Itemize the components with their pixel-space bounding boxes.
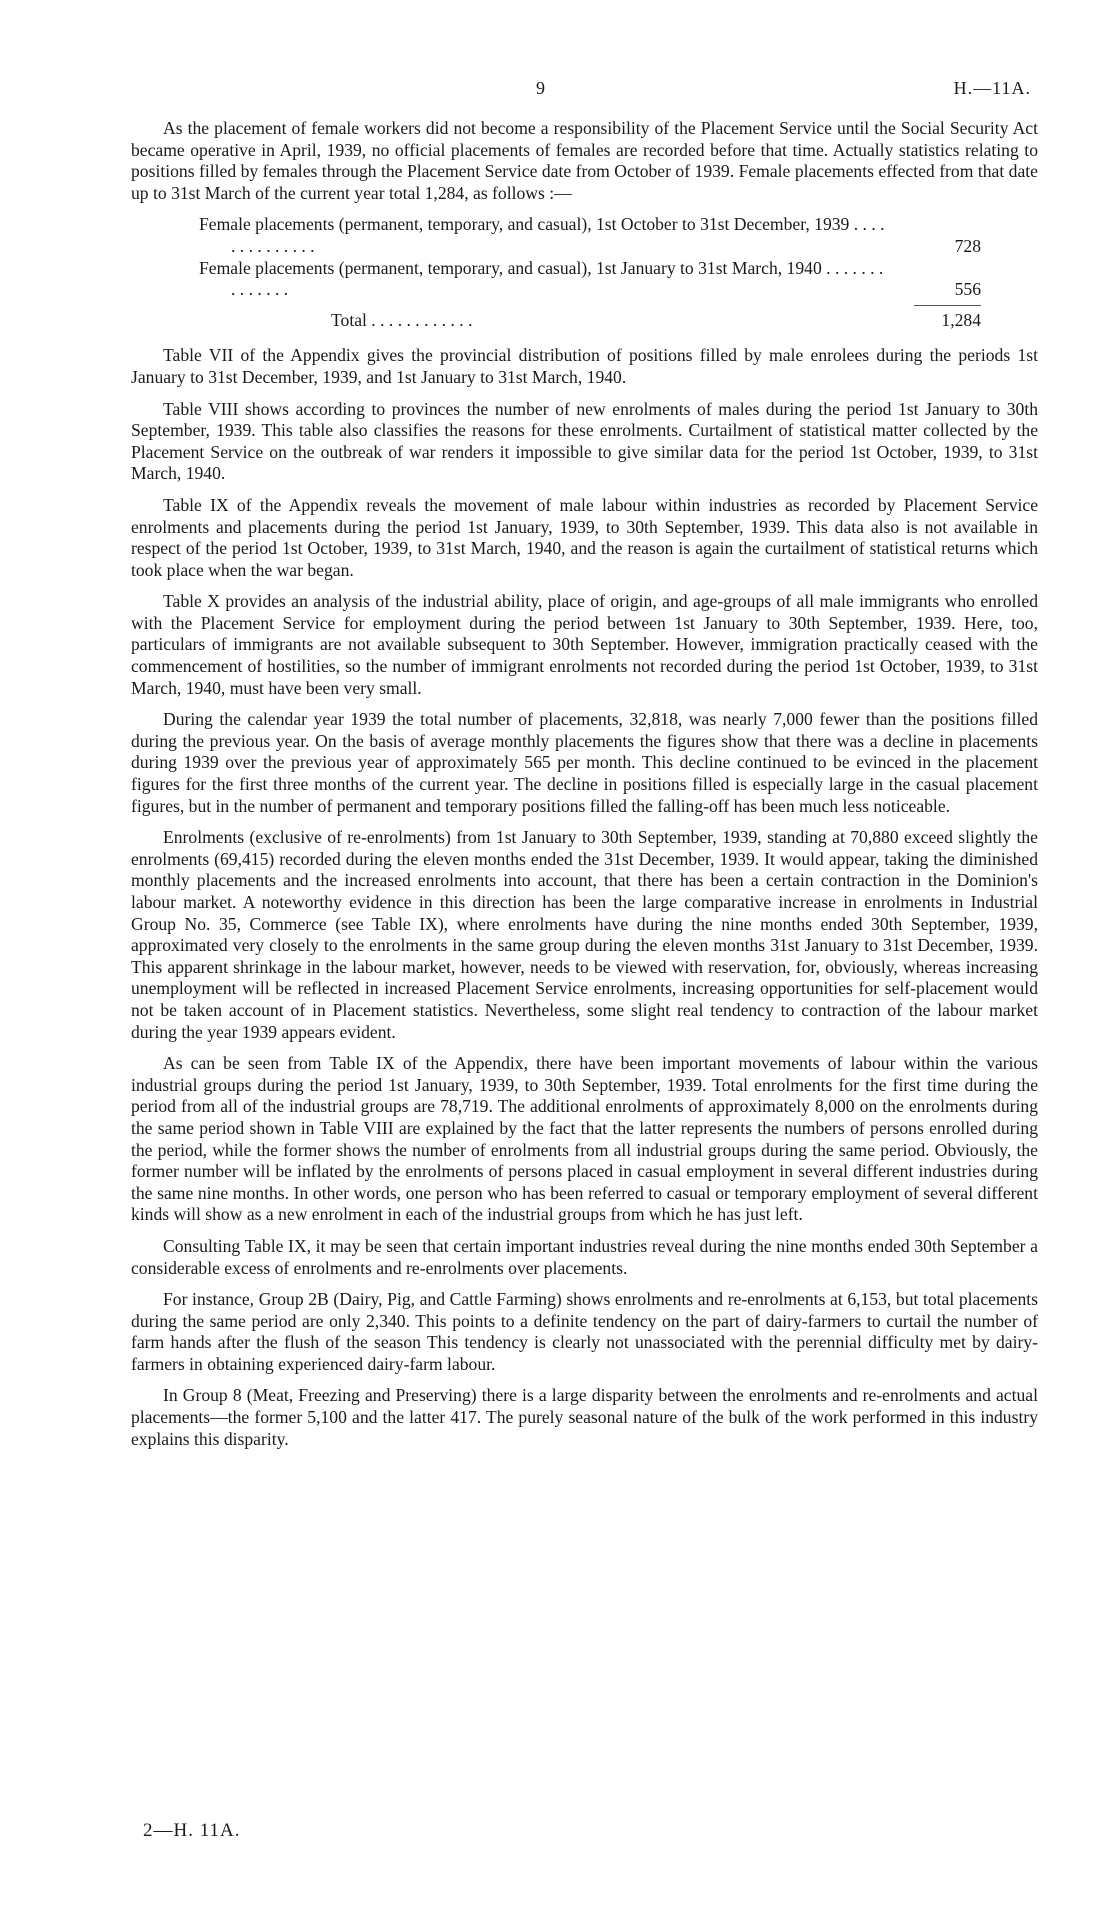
signature-mark: 2—H. 11A. [143, 1820, 241, 1841]
figure-row-desc: Female placements (permanent, temporary, and casual), 1st October to 31st December, 1939 . . . . . . . . . . . . . . [199, 214, 885, 256]
paragraph: Table VII of the Appendix gives the provincial distribution of positions filled by male enrolees during the periods 1st January to 31st December, 1939, and 1st January to 31st March, 1940. [131, 345, 1038, 387]
figure-row-value: 728 [954, 235, 981, 256]
paragraph: During the calendar year 1939 the total number of placements, 32,818, was nearly 7,000 fewer than the positions filled during the previous year. On the basis of average monthly placements the figures show that there was a decline in placements during 1939 over the previous year of approximately 565 per month. This decline continued to be evinced in the placement figures for the first three months of the current year. The decline in positions filled is especially large in the casual placement figures, but in the number of permanent and temporary positions filled the falling-off has been much less noticeable. [131, 709, 1038, 816]
paragraph: Table X provides an analysis of the industrial ability, place of origin, and age-groups of all male immigrants who enrolled with the Placement Service for employment during the period between 1st January to 30th September, 1939. Here, too, particulars of immigrants are not available subsequent to 30th September. However, immigration practically ceased with the commencement of hostilities, so the number of immigrant enrolments not recorded during the period 1st October, 1939, to 31st March, 1940, must have been very small. [131, 591, 1038, 698]
paragraph: Table VIII shows according to provinces the number of new enrolments of males during the period 1st January to 30th September, 1939. This table also classifies the reasons for these enrolments. Curtailment of statistical matter collected by the Placement Service on the outbreak of war renders it impossible to give similar data for the period 1st October, 1939, to 31st March, 1940. [131, 398, 1038, 484]
paragraph: Table IX of the Appendix reveals the movement of male labour within industries as recorded by Placement Service enrolments and placements during the period 1st January, 1939, to 30th September, 1939. This data also is not available in respect of the period 1st October, 1939, to 31st March, 1940, and the reason is again the curtailment of statistical returns which took place when the war began. [131, 494, 1038, 580]
page-number: 9 [536, 78, 545, 98]
paragraph: As can be seen from Table IX of the Appendix, there have been important movements of labour within the various industrial groups during the period 1st January, 1939, to 30th September, 1939. Total enrolments for the first time during the period from all of the industrial groups are 78,719. The additional enrolments of approximately 8,000 on the enrolments during the same period shown in Table VIII are explained by the fact that the latter represents the numbers of persons enrolled during the period, while the former shows the number of enrolments from all industrial groups during the same period. Obviously, the former number will be inflated by the enrolments of persons placed in casual employment in several different industries during the same nine months. In other words, one person who has been referred to casual or temporary employment of several different kinds will show as a new enrolment in each of the industrial groups from which he has just left. [131, 1053, 1038, 1225]
paragraph: Enrolments (exclusive of re-enrolments) from 1st January to 30th September, 1939, standing at 70,880 exceed slightly the enrolments (69,415) recorded during the eleven months ended the 31st December, 1939. It would appear, taking the diminished monthly placements and the increased enrolments into account, that there has been a certain contraction in the Dominion's labour market. A noteworthy evidence in this direction has been the large comparative increase in enrolments in Industrial Group No. 35, Commerce (see Table IX), where enrolments have during the nine months ended 30th September, 1939, approximated very closely to the enrolments in the same group during the eleven months 31st January to 31st December, 1939. This apparent shrinkage in the labour market, however, needs to be viewed with reservation, for, obviously, whereas increasing unemployment will be reflected in increased Placement Service enrolments, increasing opportunities for self-placement would not be taken account of in Placement statistics. Nevertheless, some slight real tendency to contraction of the labour market during the year 1939 appears evident. [131, 827, 1038, 1042]
paragraph-intro: As the placement of female workers did not become a responsibility of the Placement Service until the Social Security Act became operative in April, 1939, no official placements of females are recorded before that time. Actually statistics relating to positions filled by females through the Placement Service date from October of 1939. Female placements effected from that date up to 31st March of the current year total 1,284, as follows :— [131, 118, 1038, 203]
document-code: H.—11A. [953, 78, 1031, 98]
figure-row-value: 556 [954, 279, 981, 300]
figure-total-value: 1,284 [941, 309, 981, 330]
figure-row [131, 214, 1038, 257]
paragraph: Consulting Table IX, it may be seen that certain important industries reveal during the nine months ended 30th September a considerable excess of enrolments and re-enrolments over placements. [131, 1235, 1038, 1278]
female-placements-table [131, 214, 1038, 331]
paragraph: In Group 8 (Meat, Freezing and Preserving) there is a large disparity between the enrolments and re-enrolments and actual placements—the former 5,100 and the latter 417. The purely seasonal nature of the bulk of the work performed in this industry explains this disparity. [131, 1385, 1038, 1449]
total-rule [914, 305, 981, 306]
figure-row-desc: Female placements (permanent, temporary, and casual), 1st January to 31st March, 1940 . . . . . . . . . . . . . . [199, 257, 884, 300]
figure-row [131, 258, 1038, 301]
paragraph: For instance, Group 2B (Dairy, Pig, and Cattle Farming) shows enrolments and re-enrolments at 6,153, but total placements during the same period are only 2,340. This points to a definite tendency on the part of dairy-farmers to curtail the number of farm hands after the flush of the season This tendency is clearly not unassociated with the perennial difficulty met by dairy-farmers in obtaining experienced dairy-farm labour. [131, 1289, 1038, 1374]
figure-total-row [131, 310, 1038, 332]
figure-total-label: Total . . . . . . . . . . . . [331, 309, 473, 330]
body-text [131, 118, 1038, 1460]
